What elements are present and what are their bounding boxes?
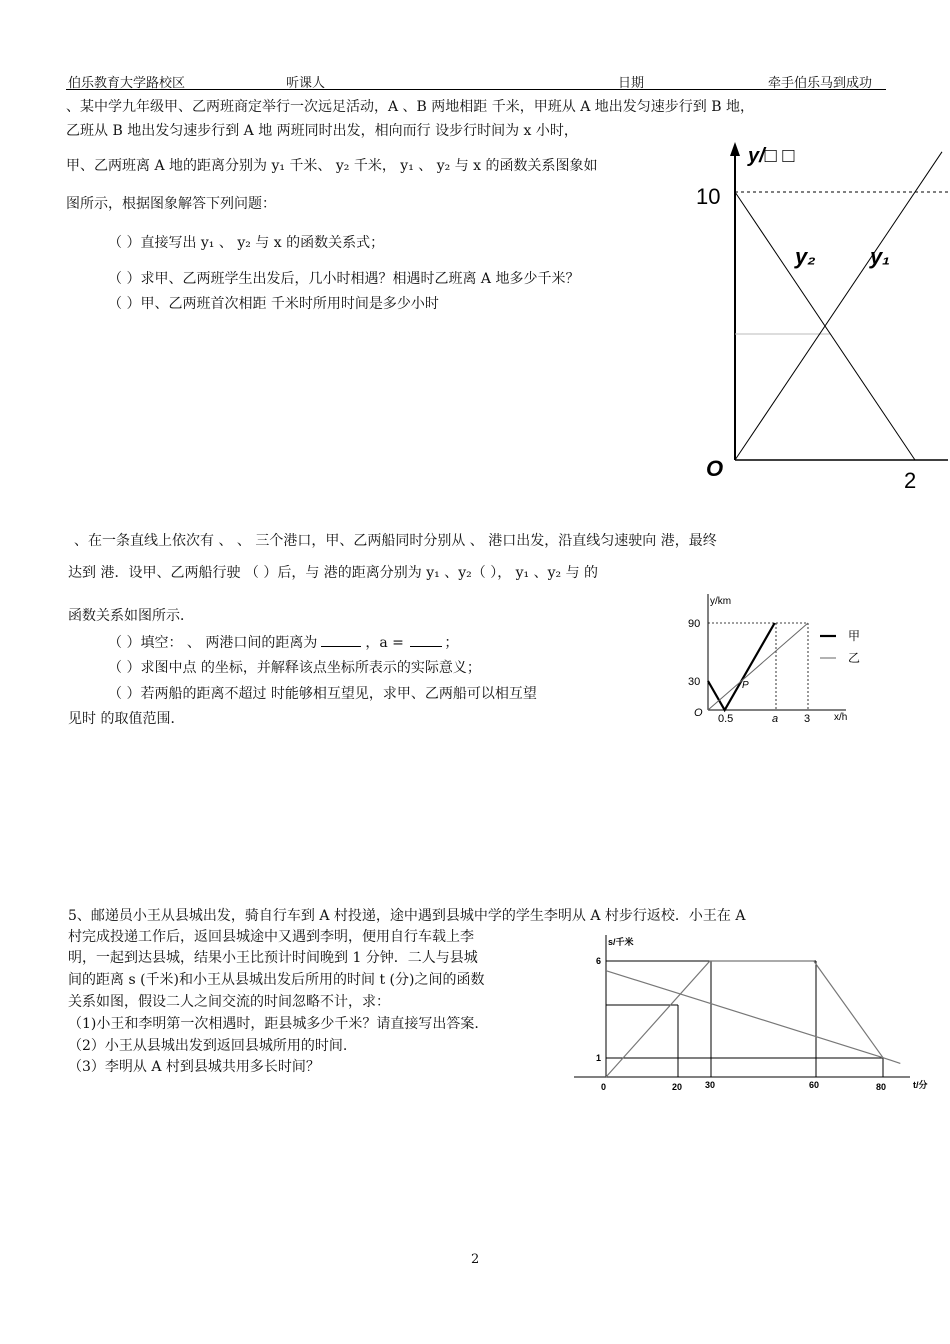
chart1-origin: O — [706, 456, 724, 481]
header-motto: 牵手伯乐马到成功 — [768, 76, 873, 91]
q5-line-8: （3）李明从 A 村到县城共用多长时间？ — [68, 1059, 320, 1075]
q2-blank-1 — [321, 646, 361, 647]
q1-sub-1: （ ）直接写出 y₁ 、 y₂ 与 x 的函数关系式； — [108, 235, 385, 251]
q1-sub-2: （ ）求甲、乙两班学生出发后，几小时相遇？相遇时乙班离 A 地多少千米？ — [108, 271, 580, 287]
chart1 — [690, 140, 950, 495]
page-number: 2 — [471, 1252, 480, 1267]
q2-line-3: 函数关系如图所示． — [68, 608, 194, 624]
q2-sub-3: （ ）若两船的距离不超过 时能够相互望见，求甲、乙两船可以相互望 — [108, 686, 537, 702]
chart3-ylabel: s/千米 — [608, 937, 634, 947]
chart1-y-arrow — [730, 142, 740, 156]
chart2-ylabel: y/km — [710, 596, 732, 607]
chart1-label-y1: y₁ — [870, 244, 890, 269]
q2-line-2: 达到 港．设甲、乙两船行驶 （ ）后，与 港的距离分别为 y₁ 、y₂（ ）， y₁ 、y₂ 与 的 — [68, 565, 599, 581]
q2-sub-1-text: （ ）填空： 、 两港口间的距离为 — [108, 635, 318, 651]
chart2-legend-jia: 甲 — [848, 629, 861, 643]
q2-sub-4: 见时 的取值范围． — [68, 711, 185, 727]
chart2-point-p: P — [742, 680, 749, 691]
header-date: 日期 — [618, 76, 645, 91]
q2-sub-2: （ ）求图中点 的坐标，并解释该点坐标所表示的实际意义； — [108, 660, 481, 676]
chart3-series-li — [606, 971, 900, 1064]
q2-blank-2 — [410, 646, 442, 647]
header-school: 伯乐教育大学路校区 — [68, 76, 186, 91]
chart3-series-wang — [606, 961, 883, 1077]
chart2-xtick-3: 3 — [804, 713, 811, 725]
chart3 — [570, 925, 940, 1100]
q1-line-1: 、某中学九年级甲、乙两班商定举行一次远足活动，A 、B 两地相距 千米，甲班从 A 地出发匀速步行到 B 地， — [66, 99, 754, 115]
q5-line-3: 明，一起到达县城，结果小王比预计时间晚到 1 分钟．二人与县城 — [68, 950, 478, 966]
chart3-ytick-1: 1 — [596, 1053, 602, 1063]
chart2-ytick-90: 90 — [688, 618, 701, 630]
chart1-series-y1 — [735, 152, 942, 460]
chart3-ytick-6: 6 — [596, 956, 602, 966]
q2-sub-1-a: ，a = — [365, 635, 409, 651]
q2-sub-1 — [108, 632, 458, 652]
q1-sub-3: （ ）甲、乙两班首次相距 千米时所用时间是多少小时 — [108, 296, 439, 312]
q5-line-5: 关系如图，假设二人之间交流的时间忽略不计，求： — [68, 994, 390, 1010]
chart1-label-y2: y₂ — [795, 244, 816, 269]
header-rule — [66, 89, 886, 90]
chart2-series-jia — [708, 623, 775, 710]
q5-line-7: （2）小王从县城出发到返回县城所用的时间. — [68, 1038, 348, 1054]
q1-line-3: 甲、乙两班离 A 地的距离分别为 y₁ 千米、 y₂ 千米， y₁ 、 y₂ 与 x 的函数关系图象如 — [66, 158, 598, 174]
chart2-origin: O — [694, 707, 703, 719]
chart2-xtick-a: a — [772, 713, 779, 725]
q5-line-2: 村完成投递工作后，返回县城途中又遇到李明，便用自行车载上李 — [68, 929, 474, 945]
q5-line-4: 间的距离 s (千米)和小王从县城出发后所用的时间 t (分)之间的函数 — [68, 972, 485, 988]
q1-line-4: 图所示，根据图象解答下列问题： — [66, 196, 276, 212]
q2-line-1: 、在一条直线上依次有 、 、 三个港口，甲、乙两船同时分别从 、 港口出发，沿直线匀速驶向 港，最终 — [74, 533, 717, 549]
chart3-xtick-30: 30 — [705, 1080, 716, 1090]
chart3-xtick-20: 20 — [672, 1082, 683, 1092]
chart2-legend-yi: 乙 — [848, 651, 861, 665]
chart2-xlabel: x/h — [834, 712, 848, 723]
chart3-xtick-0: 0 — [601, 1082, 607, 1092]
q1-line-2: 乙班从 B 地出发匀速步行到 A 地 两班同时出发，相向而行 设步行时间为 x 小时， — [66, 123, 578, 139]
q2-sub-1-end: ； — [444, 635, 459, 651]
chart2-xtick-05: 0.5 — [718, 713, 734, 725]
chart2-ytick-30: 30 — [688, 676, 701, 688]
chart2-series-yi — [708, 623, 808, 710]
chart3-xtick-60: 60 — [809, 1080, 820, 1090]
chart1-ytick-10: 10 — [696, 184, 721, 209]
chart1-xtick-2: 2 — [904, 468, 917, 493]
chart3-xtick-80: 80 — [876, 1082, 887, 1092]
header-listener: 听课人 — [286, 76, 326, 91]
q5-line-1: 5、邮递员小王从县城出发，骑自行车到 A 村投递，途中遇到县城中学的学生李明从 A 村步行返校．小王在 A — [68, 908, 746, 924]
chart3-xlabel: t/分 — [913, 1080, 928, 1090]
q5-line-6: （1)小王和李明第一次相遇时，距县城多少千米？请直接写出答案. — [68, 1016, 479, 1032]
chart2 — [686, 590, 876, 730]
chart1-ylabel: y/□ □ — [748, 145, 795, 167]
